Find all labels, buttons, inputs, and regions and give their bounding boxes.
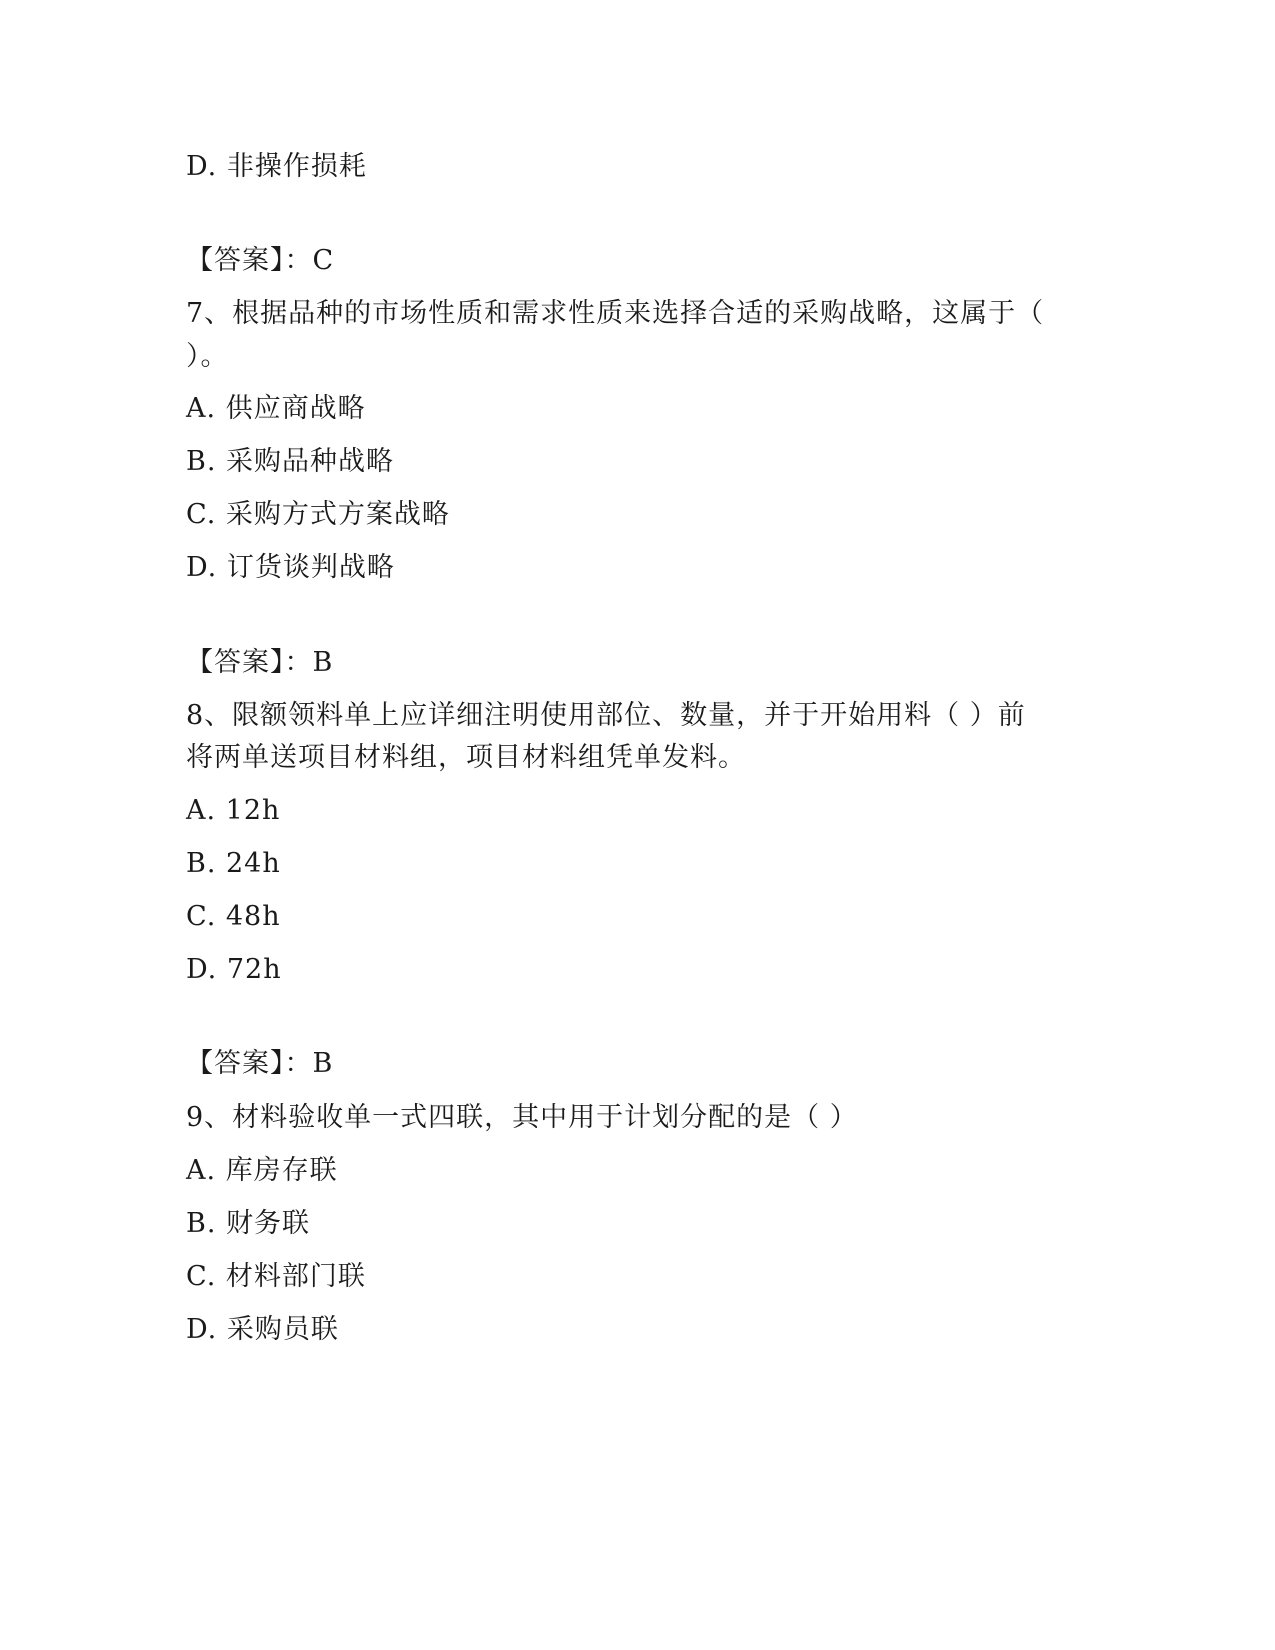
q9-option-c: C. 材料部门联 [186, 1261, 366, 1292]
q7-stem-line1: 7、根据品种的市场性质和需求性质来选择合适的采购战略，这属于（ [186, 298, 1045, 329]
q8-stem-line1: 8、限额领料单上应详细注明使用部位、数量，并于开始用料（ ）前 [186, 700, 1026, 731]
q9-option-b: B. 财务联 [186, 1208, 311, 1239]
q8-option-d: D. 72h [186, 954, 282, 985]
q9-option-a: A. 库房存联 [186, 1155, 338, 1186]
q7-option-c: C. 采购方式方案战略 [186, 499, 450, 530]
prev-question-answer: 【答案】：C [186, 245, 335, 276]
q7-stem-line2: ）。 [186, 341, 229, 372]
q7-option-a: A. 供应商战略 [186, 393, 366, 424]
q7-answer: 【答案】：B [186, 647, 334, 678]
q9-stem-line1: 9、材料验收单一式四联，其中用于计划分配的是（ ） [186, 1102, 858, 1133]
q7-option-b: B. 采购品种战略 [186, 446, 395, 477]
prev-question-option-d: D. 非操作损耗 [186, 151, 367, 182]
q8-answer: 【答案】：B [186, 1048, 334, 1079]
q9-option-d: D. 采购员联 [186, 1314, 339, 1345]
q8-option-a: A. 12h [186, 795, 281, 826]
q8-stem-line2: 将两单送项目材料组，项目材料组凭单发料。 [186, 742, 746, 773]
q7-option-d: D. 订货谈判战略 [186, 552, 395, 583]
q8-option-c: C. 48h [186, 901, 281, 932]
q8-option-b: B. 24h [186, 848, 281, 879]
